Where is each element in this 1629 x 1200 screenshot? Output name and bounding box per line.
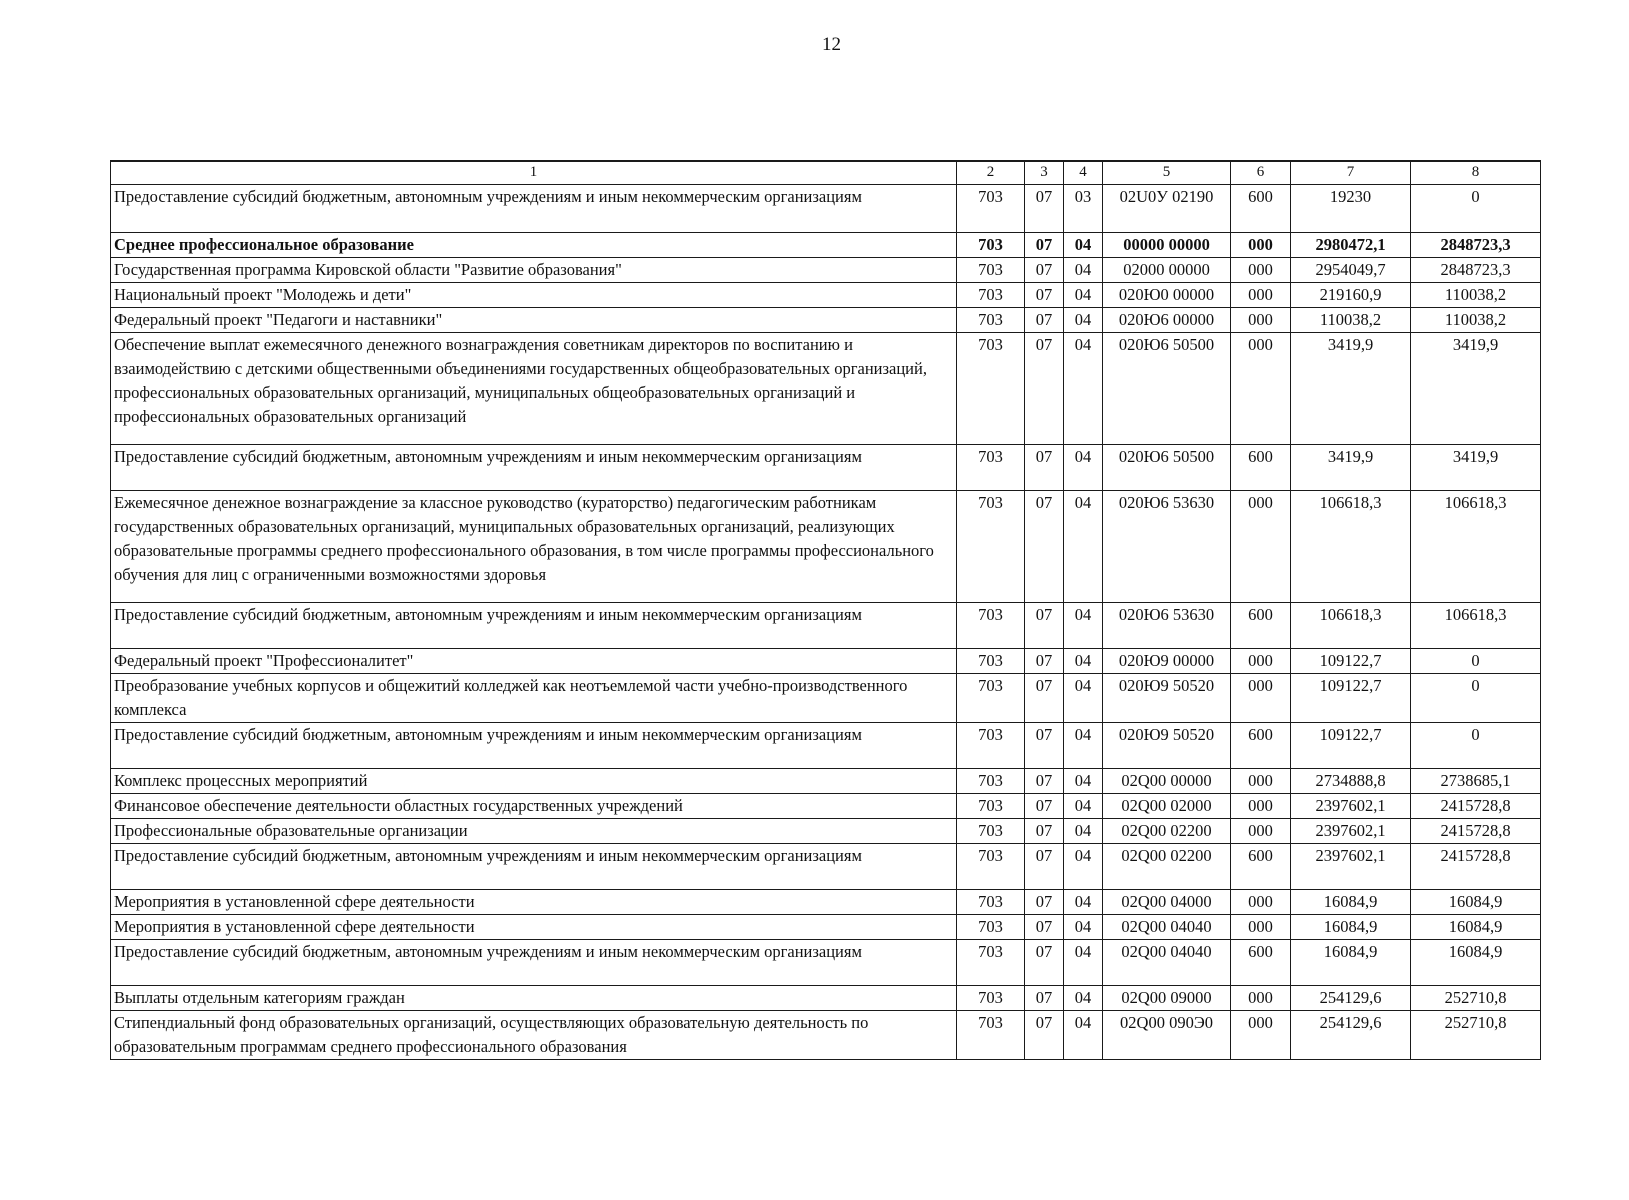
amount-col7-cell: 254129,6 — [1291, 986, 1411, 1011]
subsection-code-cell: 04 — [1064, 723, 1103, 769]
subsection-code-cell: 04 — [1064, 333, 1103, 445]
amount-col7-cell: 109122,7 — [1291, 723, 1411, 769]
target-article-cell: 020Ю6 00000 — [1103, 308, 1231, 333]
ministry-code-cell: 703 — [957, 915, 1025, 940]
subsection-code-cell: 04 — [1064, 445, 1103, 491]
target-article-cell: 020Ю6 50500 — [1103, 445, 1231, 491]
section-code-cell: 07 — [1025, 769, 1064, 794]
amount-col7-cell: 16084,9 — [1291, 940, 1411, 986]
subsection-code-cell: 04 — [1064, 233, 1103, 258]
ministry-code-cell: 703 — [957, 890, 1025, 915]
amount-col8-cell: 2415728,8 — [1411, 794, 1541, 819]
expense-type-cell: 000 — [1231, 1011, 1291, 1060]
amount-col7-cell: 110038,2 — [1291, 308, 1411, 333]
column-number: 7 — [1291, 161, 1411, 185]
subsection-code-cell: 03 — [1064, 185, 1103, 233]
row-name-cell: Профессиональные образовательные организации — [111, 819, 957, 844]
subsection-code-cell: 04 — [1064, 890, 1103, 915]
row-name-cell: Ежемесячное денежное вознаграждение за классное руководство (кураторство) педагогическим работникам государственных образовательных организаций, муниципальных образовательных организаций, реализующих образовательные программы среднего профессионального образования, в том числе программы профессионального обучения для лиц с ограниченными возможностями здоровья — [111, 491, 957, 603]
target-article-cell: 02000 00000 — [1103, 258, 1231, 283]
subsection-code-cell: 04 — [1064, 1011, 1103, 1060]
amount-col7-cell: 16084,9 — [1291, 890, 1411, 915]
subsection-code-cell: 04 — [1064, 844, 1103, 890]
amount-col8-cell: 2415728,8 — [1411, 819, 1541, 844]
target-article-cell: 02Q00 09000 — [1103, 986, 1231, 1011]
amount-col7-cell: 106618,3 — [1291, 603, 1411, 649]
expense-type-cell: 600 — [1231, 445, 1291, 491]
section-code-cell: 07 — [1025, 940, 1064, 986]
row-name-cell: Предоставление субсидий бюджетным, автономным учреждениям и иным некоммерческим организациям — [111, 445, 957, 491]
expense-type-cell: 000 — [1231, 769, 1291, 794]
row-name-cell: Государственная программа Кировской области "Развитие образования" — [111, 258, 957, 283]
ministry-code-cell: 703 — [957, 308, 1025, 333]
row-name-cell: Предоставление субсидий бюджетным, автономным учреждениям и иным некоммерческим организациям — [111, 603, 957, 649]
row-name-cell: Мероприятия в установленной сфере деятельности — [111, 915, 957, 940]
amount-col7-cell: 2980472,1 — [1291, 233, 1411, 258]
expense-type-cell: 600 — [1231, 940, 1291, 986]
row-name-cell: Мероприятия в установленной сфере деятельности — [111, 890, 957, 915]
section-code-cell: 07 — [1025, 258, 1064, 283]
amount-col7-cell: 2397602,1 — [1291, 819, 1411, 844]
amount-col8-cell: 2848723,3 — [1411, 258, 1541, 283]
section-code-cell: 07 — [1025, 308, 1064, 333]
row-name-cell: Предоставление субсидий бюджетным, автономным учреждениям и иным некоммерческим организациям — [111, 940, 957, 986]
amount-col8-cell: 3419,9 — [1411, 333, 1541, 445]
target-article-cell: 02Q00 02200 — [1103, 844, 1231, 890]
expense-type-cell: 000 — [1231, 491, 1291, 603]
section-code-cell: 07 — [1025, 890, 1064, 915]
amount-col8-cell: 0 — [1411, 649, 1541, 674]
ministry-code-cell: 703 — [957, 333, 1025, 445]
row-name-cell: Финансовое обеспечение деятельности областных государственных учреждений — [111, 794, 957, 819]
section-code-cell: 07 — [1025, 1011, 1064, 1060]
ministry-code-cell: 703 — [957, 283, 1025, 308]
amount-col7-cell: 16084,9 — [1291, 915, 1411, 940]
table-row — [111, 258, 1541, 283]
amount-col8-cell: 0 — [1411, 723, 1541, 769]
table-row — [111, 915, 1541, 940]
amount-col7-cell: 2397602,1 — [1291, 794, 1411, 819]
section-code-cell: 07 — [1025, 333, 1064, 445]
amount-col7-cell: 2954049,7 — [1291, 258, 1411, 283]
target-article-cell: 020Ю6 50500 — [1103, 333, 1231, 445]
subsection-code-cell: 04 — [1064, 491, 1103, 603]
table-row — [111, 308, 1541, 333]
section-code-cell: 07 — [1025, 445, 1064, 491]
ministry-code-cell: 703 — [957, 445, 1025, 491]
amount-col8-cell: 0 — [1411, 674, 1541, 723]
amount-col8-cell: 252710,8 — [1411, 986, 1541, 1011]
section-code-cell: 07 — [1025, 233, 1064, 258]
subsection-code-cell: 04 — [1064, 649, 1103, 674]
page-number: 12 — [822, 34, 841, 55]
amount-col8-cell: 16084,9 — [1411, 915, 1541, 940]
column-number-row — [111, 161, 1541, 185]
row-name-cell: Предоставление субсидий бюджетным, автономным учреждениям и иным некоммерческим организациям — [111, 844, 957, 890]
table-row — [111, 1011, 1541, 1060]
amount-col8-cell: 3419,9 — [1411, 445, 1541, 491]
expense-type-cell: 000 — [1231, 915, 1291, 940]
expense-type-cell: 000 — [1231, 649, 1291, 674]
column-number: 2 — [957, 161, 1025, 185]
section-code-cell: 07 — [1025, 649, 1064, 674]
table-row — [111, 445, 1541, 491]
amount-col8-cell: 110038,2 — [1411, 308, 1541, 333]
subsection-code-cell: 04 — [1064, 258, 1103, 283]
amount-col8-cell: 16084,9 — [1411, 940, 1541, 986]
amount-col7-cell: 19230 — [1291, 185, 1411, 233]
section-code-cell: 07 — [1025, 674, 1064, 723]
ministry-code-cell: 703 — [957, 819, 1025, 844]
row-name-cell: Предоставление субсидий бюджетным, автономным учреждениям и иным некоммерческим организациям — [111, 723, 957, 769]
target-article-cell: 020Ю6 53630 — [1103, 603, 1231, 649]
subsection-code-cell: 04 — [1064, 308, 1103, 333]
subsection-code-cell: 04 — [1064, 915, 1103, 940]
row-name-cell: Комплекс процессных мероприятий — [111, 769, 957, 794]
section-code-cell: 07 — [1025, 986, 1064, 1011]
expense-type-cell: 600 — [1231, 603, 1291, 649]
target-article-cell: 02Q00 04040 — [1103, 915, 1231, 940]
ministry-code-cell: 703 — [957, 185, 1025, 233]
amount-col7-cell: 2397602,1 — [1291, 844, 1411, 890]
amount-col7-cell: 3419,9 — [1291, 333, 1411, 445]
row-name-cell: Обеспечение выплат ежемесячного денежного вознаграждения советникам директоров по воспитанию и взаимодействию с детскими общественными объединениями государственных общеобразовательных организаций, профессиональных образовательных организаций, муниципальных общеобразовательных организаций и профессиональных образовательных организаций — [111, 333, 957, 445]
ministry-code-cell: 703 — [957, 674, 1025, 723]
target-article-cell: 020Ю9 50520 — [1103, 674, 1231, 723]
row-name-cell: Предоставление субсидий бюджетным, автономным учреждениям и иным некоммерческим организациям — [111, 185, 957, 233]
target-article-cell: 02Q00 04040 — [1103, 940, 1231, 986]
amount-col8-cell: 0 — [1411, 185, 1541, 233]
table-row — [111, 674, 1541, 723]
ministry-code-cell: 703 — [957, 769, 1025, 794]
expense-type-cell: 600 — [1231, 844, 1291, 890]
amount-col8-cell: 2415728,8 — [1411, 844, 1541, 890]
column-number: 1 — [111, 161, 957, 185]
section-code-cell: 07 — [1025, 491, 1064, 603]
subsection-code-cell: 04 — [1064, 986, 1103, 1011]
ministry-code-cell: 703 — [957, 986, 1025, 1011]
amount-col8-cell: 110038,2 — [1411, 283, 1541, 308]
column-number: 6 — [1231, 161, 1291, 185]
expense-type-cell: 600 — [1231, 185, 1291, 233]
subsection-code-cell: 04 — [1064, 283, 1103, 308]
amount-col7-cell: 219160,9 — [1291, 283, 1411, 308]
table-row — [111, 333, 1541, 445]
ministry-code-cell: 703 — [957, 603, 1025, 649]
ministry-code-cell: 703 — [957, 794, 1025, 819]
section-code-cell: 07 — [1025, 915, 1064, 940]
table-row — [111, 844, 1541, 890]
subsection-code-cell: 04 — [1064, 819, 1103, 844]
expense-type-cell: 600 — [1231, 723, 1291, 769]
column-number: 5 — [1103, 161, 1231, 185]
table-row — [111, 794, 1541, 819]
ministry-code-cell: 703 — [957, 258, 1025, 283]
subsection-code-cell: 04 — [1064, 603, 1103, 649]
target-article-cell: 02Q00 02200 — [1103, 819, 1231, 844]
row-name-cell: Стипендиальный фонд образовательных организаций, осуществляющих образовательную деятельность по образовательным программам среднего профессионального образования — [111, 1011, 957, 1060]
amount-col8-cell: 2738685,1 — [1411, 769, 1541, 794]
target-article-cell: 02Q00 090Э0 — [1103, 1011, 1231, 1060]
expense-type-cell: 000 — [1231, 890, 1291, 915]
section-code-cell: 07 — [1025, 794, 1064, 819]
target-article-cell: 02U0У 02190 — [1103, 185, 1231, 233]
expense-type-cell: 000 — [1231, 258, 1291, 283]
column-number: 4 — [1064, 161, 1103, 185]
table-row — [111, 185, 1541, 233]
section-code-cell: 07 — [1025, 185, 1064, 233]
amount-col7-cell: 254129,6 — [1291, 1011, 1411, 1060]
table-row — [111, 819, 1541, 844]
table-row — [111, 649, 1541, 674]
row-name-cell: Выплаты отдельным категориям граждан — [111, 986, 957, 1011]
table-row — [111, 723, 1541, 769]
table-row — [111, 986, 1541, 1011]
amount-col7-cell: 106618,3 — [1291, 491, 1411, 603]
ministry-code-cell: 703 — [957, 491, 1025, 603]
expense-type-cell: 000 — [1231, 333, 1291, 445]
amount-col8-cell: 2848723,3 — [1411, 233, 1541, 258]
expense-type-cell: 000 — [1231, 283, 1291, 308]
row-name-cell: Федеральный проект "Профессионалитет" — [111, 649, 957, 674]
ministry-code-cell: 703 — [957, 844, 1025, 890]
target-article-cell: 020Ю6 53630 — [1103, 491, 1231, 603]
amount-col8-cell: 106618,3 — [1411, 603, 1541, 649]
ministry-code-cell: 703 — [957, 1011, 1025, 1060]
subsection-code-cell: 04 — [1064, 674, 1103, 723]
target-article-cell: 020Ю9 50520 — [1103, 723, 1231, 769]
row-name-cell: Среднее профессиональное образование — [111, 233, 957, 258]
amount-col7-cell: 109122,7 — [1291, 674, 1411, 723]
column-number: 8 — [1411, 161, 1541, 185]
column-number: 3 — [1025, 161, 1064, 185]
row-name-cell: Национальный проект "Молодежь и дети" — [111, 283, 957, 308]
amount-col7-cell: 109122,7 — [1291, 649, 1411, 674]
ministry-code-cell: 703 — [957, 723, 1025, 769]
expense-type-cell: 000 — [1231, 233, 1291, 258]
target-article-cell: 020Ю0 00000 — [1103, 283, 1231, 308]
row-name-cell: Федеральный проект "Педагоги и наставники" — [111, 308, 957, 333]
budget-table — [110, 160, 1541, 1060]
expense-type-cell: 000 — [1231, 819, 1291, 844]
amount-col8-cell: 252710,8 — [1411, 1011, 1541, 1060]
target-article-cell: 00000 00000 — [1103, 233, 1231, 258]
section-code-cell: 07 — [1025, 819, 1064, 844]
amount-col7-cell: 3419,9 — [1291, 445, 1411, 491]
subsection-code-cell: 04 — [1064, 769, 1103, 794]
table-row — [111, 603, 1541, 649]
ministry-code-cell: 703 — [957, 940, 1025, 986]
ministry-code-cell: 703 — [957, 233, 1025, 258]
expense-type-cell: 000 — [1231, 986, 1291, 1011]
subsection-code-cell: 04 — [1064, 940, 1103, 986]
ministry-code-cell: 703 — [957, 649, 1025, 674]
row-name-cell: Преобразование учебных корпусов и общежитий колледжей как неотъемлемой части учебно-производственного комплекса — [111, 674, 957, 723]
target-article-cell: 020Ю9 00000 — [1103, 649, 1231, 674]
table-row — [111, 233, 1541, 258]
table-row — [111, 491, 1541, 603]
amount-col8-cell: 106618,3 — [1411, 491, 1541, 603]
table-row — [111, 890, 1541, 915]
section-code-cell: 07 — [1025, 603, 1064, 649]
table-row — [111, 940, 1541, 986]
amount-col7-cell: 2734888,8 — [1291, 769, 1411, 794]
section-code-cell: 07 — [1025, 844, 1064, 890]
section-code-cell: 07 — [1025, 723, 1064, 769]
table-row — [111, 769, 1541, 794]
expense-type-cell: 000 — [1231, 794, 1291, 819]
table-row — [111, 283, 1541, 308]
section-code-cell: 07 — [1025, 283, 1064, 308]
target-article-cell: 02Q00 04000 — [1103, 890, 1231, 915]
amount-col8-cell: 16084,9 — [1411, 890, 1541, 915]
table-body — [111, 185, 1541, 1060]
subsection-code-cell: 04 — [1064, 794, 1103, 819]
target-article-cell: 02Q00 02000 — [1103, 794, 1231, 819]
expense-type-cell: 000 — [1231, 674, 1291, 723]
expense-type-cell: 000 — [1231, 308, 1291, 333]
target-article-cell: 02Q00 00000 — [1103, 769, 1231, 794]
